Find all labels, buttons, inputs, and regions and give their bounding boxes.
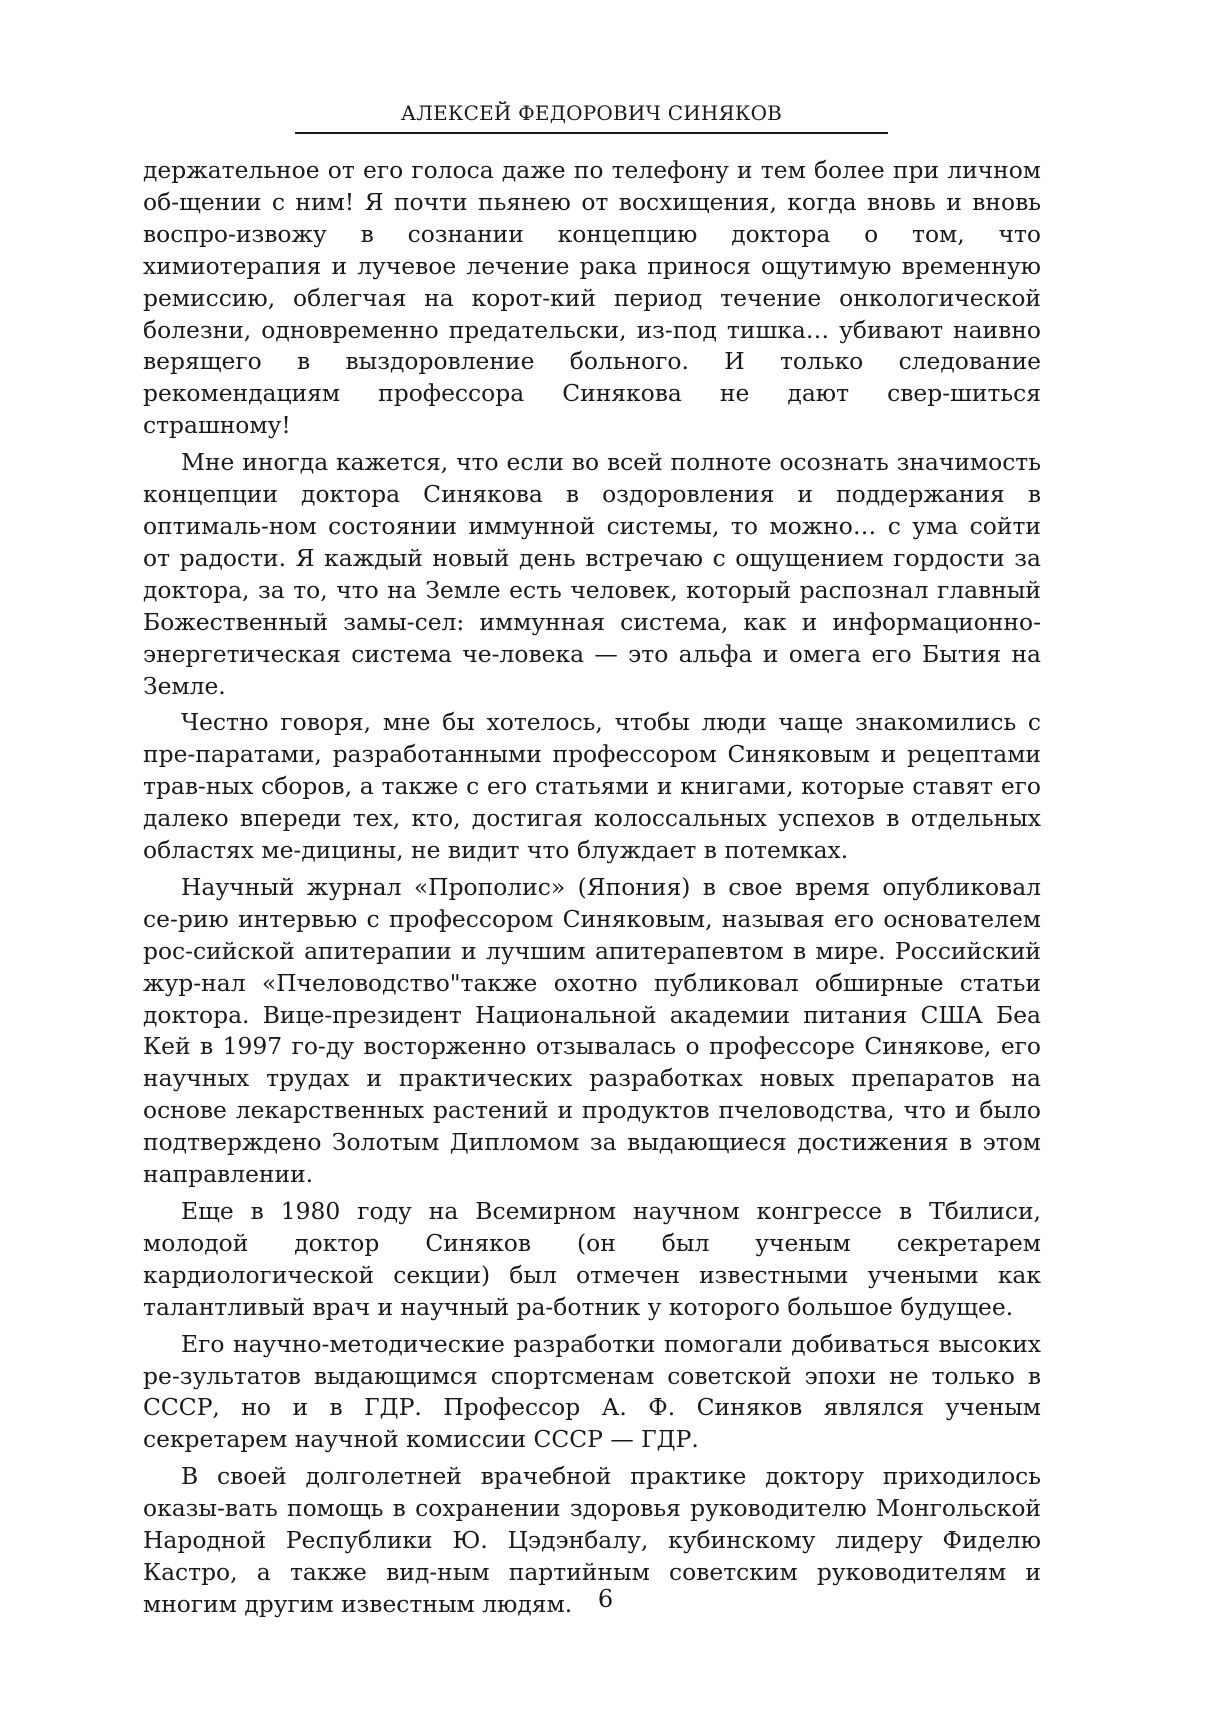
paragraph: Научный журнал «Прополис» (Япония) в свое время опубликовал се-рию интервью с профессором Синяковым, называя его основателем рос-сийской апитерапии и лучшим апитерапевтом в мире. Российский жур-нал «Пчеловодство"также охотно публиковал обширные статьи доктора. Вице-президент Национальной академии питания США Беа Кей в 1997 го-ду восторженно отзывалась о профессоре Синякове, его научных трудах и практических разработках новых препаратов на основе лекарственных растений и продуктов пчеловодства, что и было подтверждено Золотым Дипломом за выдающиеся достижения в этом направлении. [143,872,1041,1189]
header-rule [295,132,888,134]
paragraph: Мне иногда кажется, что если во всей полноте осознать значимость концепции доктора Синякова в оздоровления и поддержания в оптималь-ном состоянии иммунной системы, то можно… с ума сойти от радости. Я каждый новый день встречаю с ощущением гордости за доктора, за то, что на Земле есть человек, который распознал главный Божественный замы-сел: иммунная система, как и информационно-энергетическая система че-ловека — это альфа и омега его Бытия на Земле. [143,448,1041,700]
paragraph: Еще в 1980 году на Всемирном научном конгрессе в Тбилиси, молодой доктор Синяков (он был ученым секретарем кардиологической секции) был отмечен известными учеными как талантливый врач и научный ра-ботник у которого большое будущее. [143,1197,1041,1321]
paragraph: Честно говоря, мне бы хотелось, чтобы люди чаще знакомились с пре-паратами, разработанными профессором Синяковым и рецептами трав-ных сборов, а также с его статьями и книгами, которые ставят его далеко впереди тех, кто, достигая колоссальных успехов в отдельных областях ме-дицины, не видит что блуждает в потемках. [143,708,1041,865]
running-head-title: АЛЕКСЕЙ ФЕДОРОВИЧ СИНЯКОВ [400,101,783,125]
body-text [143,155,1041,1626]
paragraph: держательное от его голоса даже по телефону и тем более при личном об-щении с ним! Я почти пьянею от восхищения, когда вновь и вновь воспро-извожу в сознании концепцию доктора о том, что химиотерапия и лучевое лечение рака принося ощутимую временную ремиссию, облегчая на корот-кий период течение онкологической болезни, одновременно предательски, из-под тишка… убивают наивно верящего в выздоровление больного. И только следование рекомендациям профессора Синякова не дают свер-шиться страшному! [143,156,1041,440]
paragraph: В своей долголетней врачебной практике доктору приходилось оказы-вать помощь в сохранении здоровья руководителю Монгольской Народной Республики Ю. Цэдэнбалу, кубинскому лидеру Фиделю Кастро, а также вид-ным партийным советским руководителям и многим другим известным людям. [143,1462,1041,1618]
page-number: 6 [597,1585,614,1613]
paragraph: Его научно-методические разработки помогали добиваться высоких ре-зультатов выдающимся спортсменам советской эпохи не только в СССР, но и в ГДР. Профессор А. Ф. Синяков являлся ученым секретарем научной комиссии СССР — ГДР. [143,1329,1041,1454]
